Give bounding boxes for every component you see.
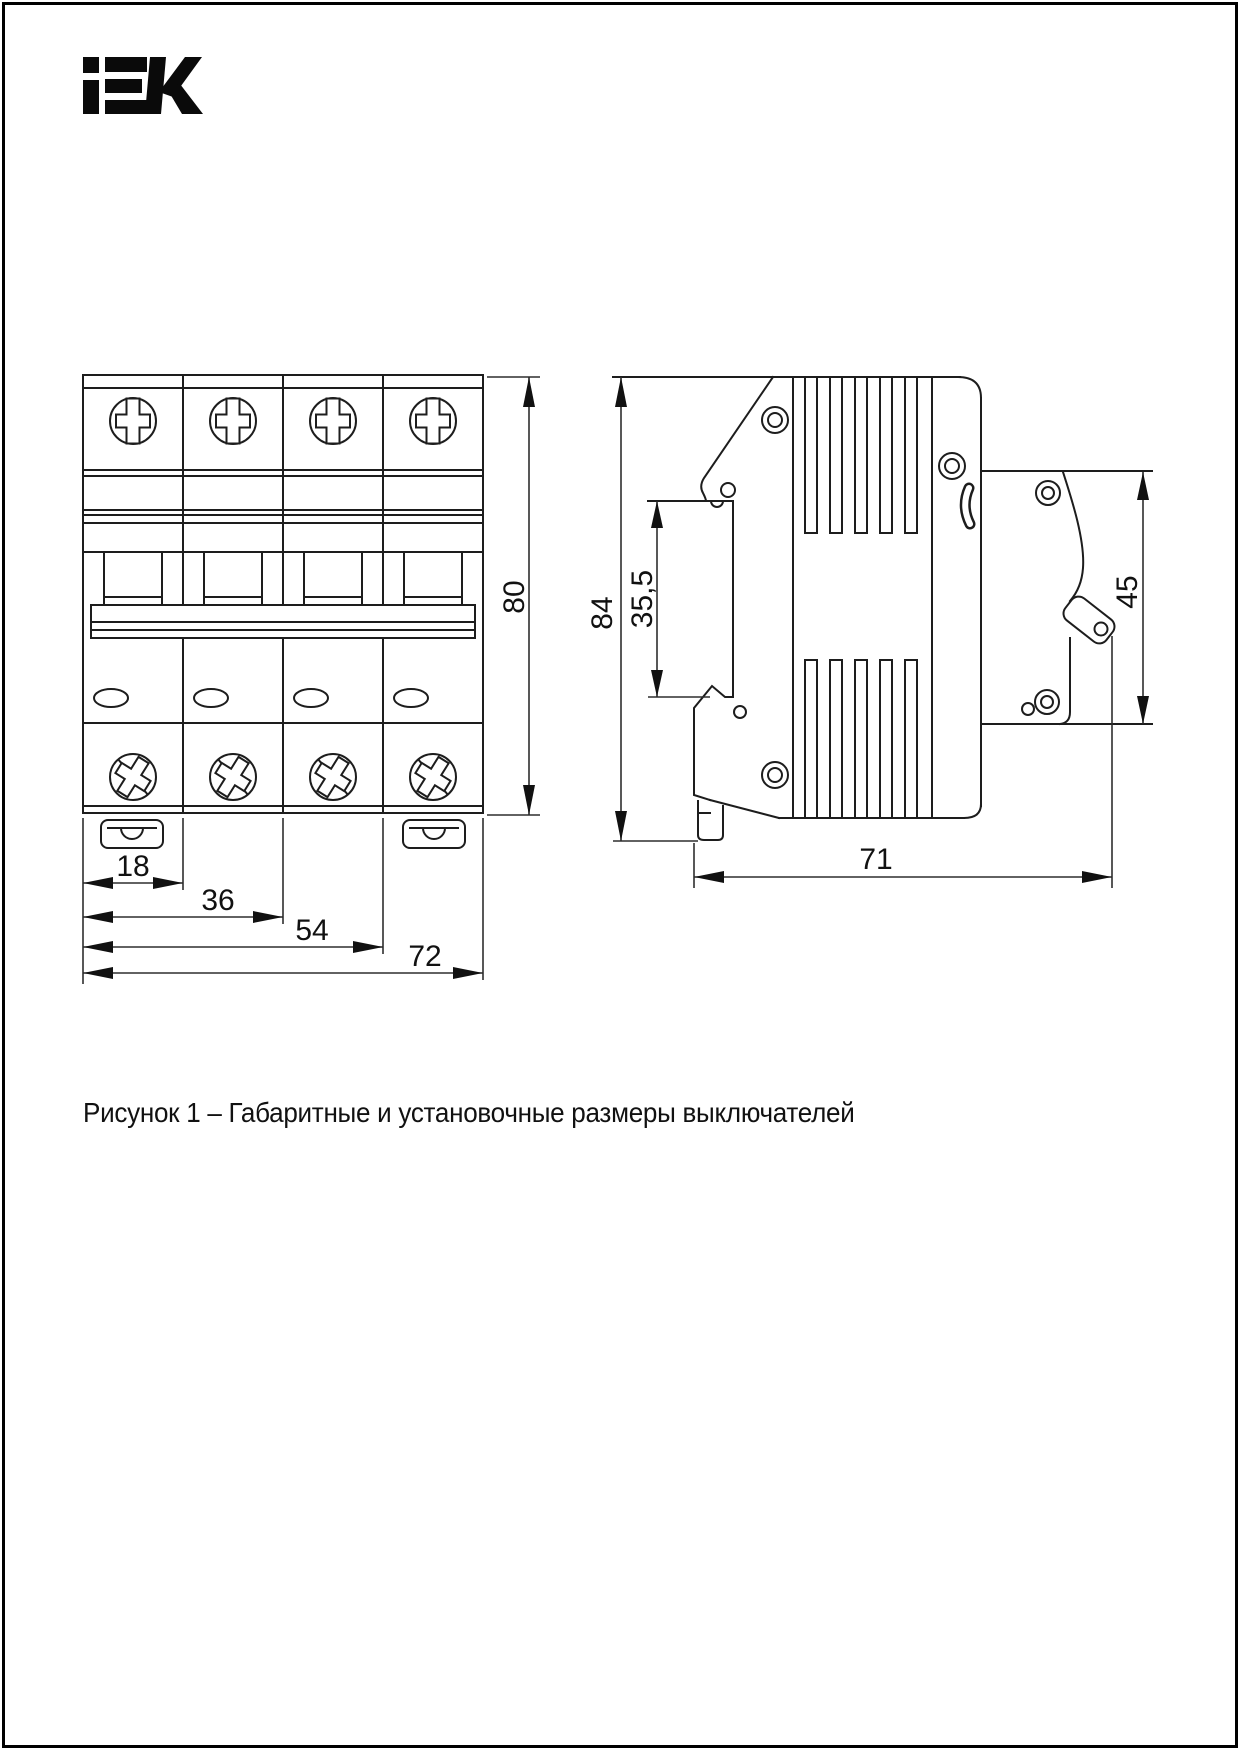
side-view-drawing <box>586 377 1152 888</box>
pivot-hole-bottom <box>734 706 746 718</box>
figure-caption: Рисунок 1 – Габаритные и установочные размеры выключателей <box>83 1097 855 1128</box>
logo-i-stem <box>83 80 99 114</box>
side-din-clip <box>694 686 733 840</box>
logo-k-lower-arm <box>166 84 203 114</box>
toggle-tie-bar <box>91 605 475 638</box>
dimension-label-depth: 71 <box>859 843 893 876</box>
dimension-label-total-width: 72 <box>408 940 442 973</box>
side-rivets <box>762 407 1060 788</box>
front-view-dimensions <box>83 377 540 984</box>
ribs-lower <box>805 660 917 816</box>
ribs-upper <box>805 377 917 533</box>
iek-logo <box>83 57 203 114</box>
logo-e-bottom-bar <box>105 100 147 114</box>
dimension-label-height: 80 <box>498 580 531 614</box>
dimension-label-two-modules: 36 <box>201 884 235 917</box>
module-separators <box>183 375 383 813</box>
dimension-label-three-modules: 54 <box>295 914 329 947</box>
dimension-label-total-height: 84 <box>586 596 619 630</box>
curved-slot <box>965 488 970 524</box>
logo-e-top-bar <box>105 57 147 72</box>
logo-k-stem <box>145 57 166 114</box>
dimension-label-module-width: 18 <box>116 850 150 883</box>
dimension-label-din-rail-offset: 35,5 <box>626 569 659 629</box>
logo-i-dot <box>83 57 99 73</box>
logo-e-mid-bar <box>105 79 142 93</box>
pivot-hole-top <box>721 483 735 497</box>
front-view-drawing <box>83 375 540 984</box>
indicator-windows <box>94 689 428 707</box>
dimension-label-rear-height: 45 <box>1111 575 1144 609</box>
